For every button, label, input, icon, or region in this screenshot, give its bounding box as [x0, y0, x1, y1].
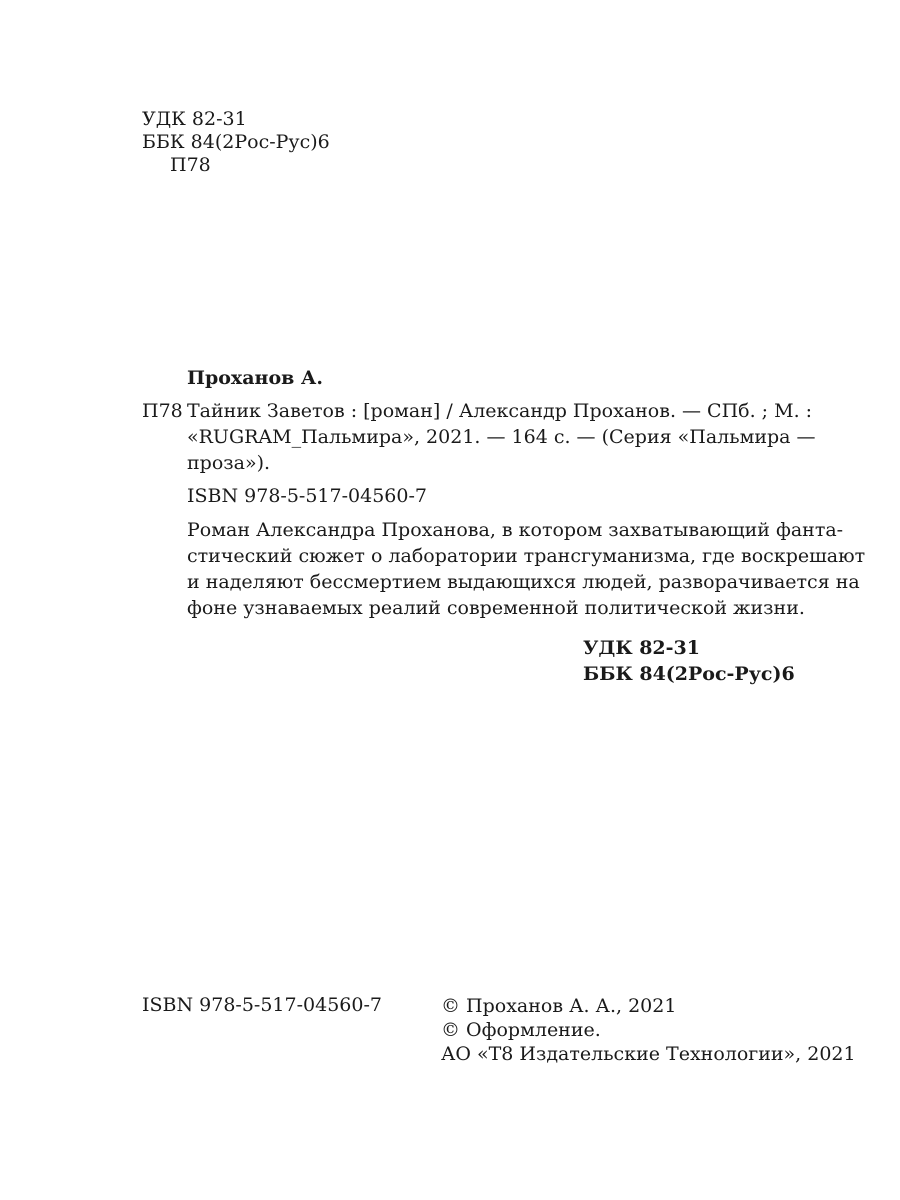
author-mark: П78: [142, 400, 183, 422]
annotation-line: стический сюжет о лаборатории трансгуманизма, где воскрешают: [187, 545, 866, 567]
record-udk-code: УДК 82-31: [583, 637, 700, 659]
author-heading: Проханов А.: [187, 367, 324, 389]
description-line: «RUGRAM_Пальмира», 2021. — 164 с. — (Серия «Пальмира —: [187, 426, 816, 448]
copyright-line: АО «Т8 Издательские Технологии», 2021: [441, 1043, 856, 1065]
copyright-line: © Проханов А. А., 2021: [441, 995, 677, 1017]
description-line: проза»).: [187, 452, 271, 474]
copyright-block: [441, 994, 856, 1066]
top-udk-code: УДК 82-31: [142, 108, 247, 130]
top-classification-codes: [142, 108, 330, 177]
annotation-line: Роман Александра Проханова, в котором захватывающий фанта-: [187, 519, 844, 541]
bibliographic-description: [187, 398, 816, 476]
description-line: Тайник Заветов : [роман] / Александр Проханов. — СПб. ; М. :: [187, 400, 813, 422]
record-classification-codes: [583, 635, 795, 687]
top-author-mark: П78: [170, 154, 211, 176]
footer-isbn: ISBN 978-5-517-04560-7: [142, 994, 382, 1016]
top-bbk-code: ББК 84(2Рос-Рус)6: [142, 131, 330, 153]
annotation-line: и наделяют бессмертием выдающихся людей, разворачивается на: [187, 571, 860, 593]
record-bbk-code: ББК 84(2Рос-Рус)6: [583, 663, 795, 685]
isbn-record: ISBN 978-5-517-04560-7: [187, 485, 427, 507]
annotation: [187, 517, 866, 621]
copyright-line: © Оформление.: [441, 1019, 601, 1041]
annotation-line: фоне узнаваемых реалий современной политической жизни.: [187, 597, 805, 619]
